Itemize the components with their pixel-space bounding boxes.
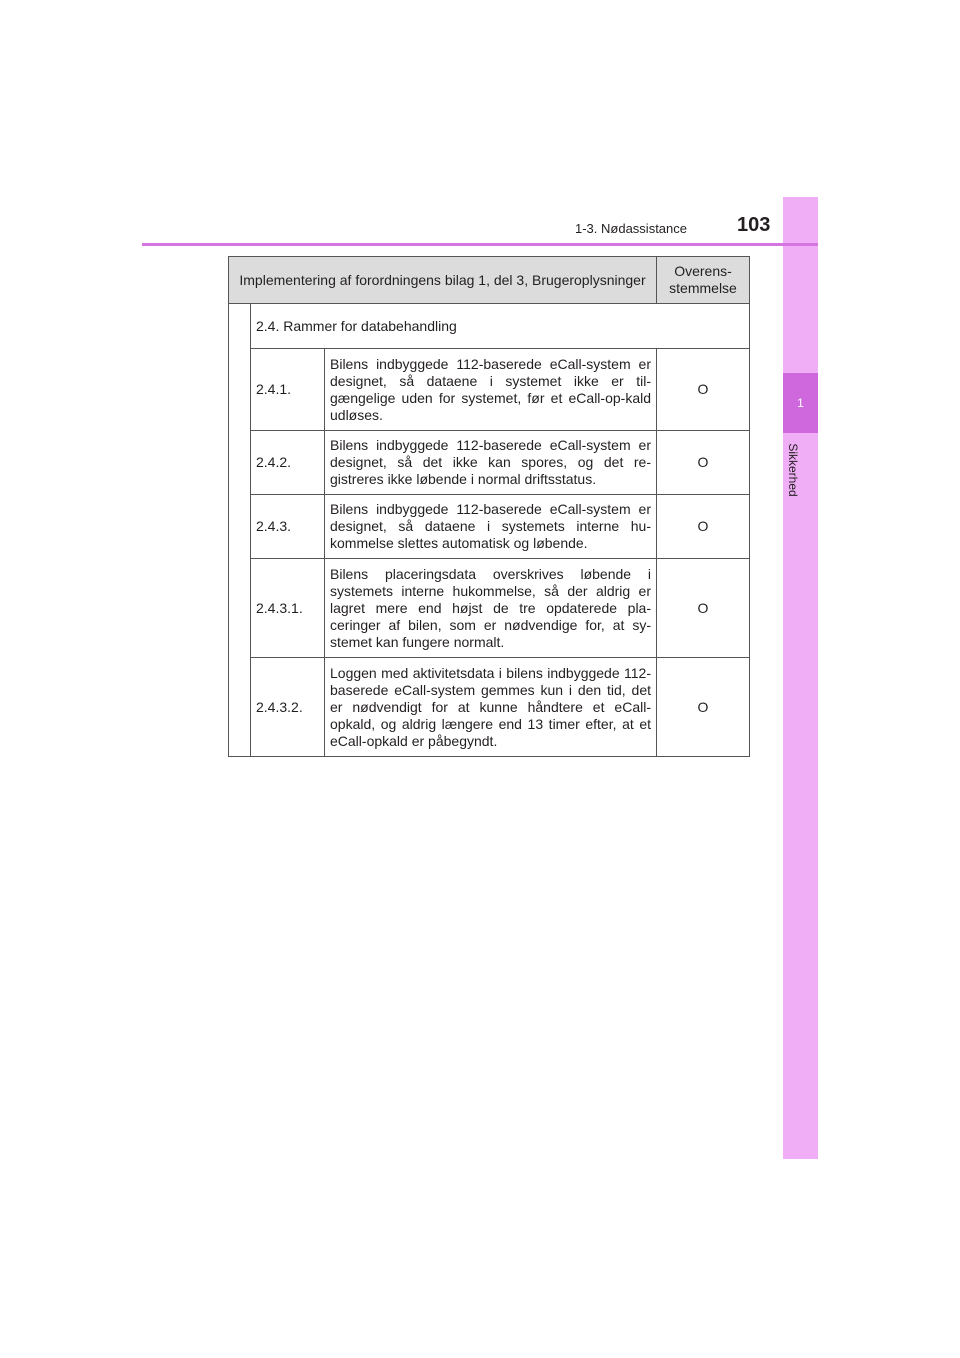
row-status: O <box>657 431 750 495</box>
section-row <box>229 304 750 349</box>
indent-cell <box>229 304 251 757</box>
chapter-label: Sikkerhed <box>786 443 800 497</box>
row-number: 2.4.1. <box>251 349 325 431</box>
requirements-table <box>228 256 750 757</box>
row-text: Bilens indbyggede 112-baserede eCall-system er designet, så dataene i systemet ikke er til-gængelige uden for systemet, før et eCall-op-kald udløses. <box>325 349 657 431</box>
chapter-number-tab <box>783 373 818 433</box>
row-status: O <box>657 559 750 658</box>
row-text: Bilens indbyggede 112-baserede eCall-system er designet, så det ikke kan spores, og det re-gistreres ikke løbende i normal driftsstatus. <box>325 431 657 495</box>
row-status: O <box>657 658 750 757</box>
chapter-number: 1 <box>797 396 804 410</box>
section-heading: 2.4. Rammer for databehandling <box>251 304 750 349</box>
row-number: 2.4.3.2. <box>251 658 325 757</box>
section-title: 1-3. Nødassistance <box>575 221 687 236</box>
table-header-row <box>229 257 750 304</box>
row-status: O <box>657 495 750 559</box>
row-text: Bilens placeringsdata overskrives løbende i systemets interne hukommelse, så der aldrig er lagret mere end højst de tre opdaterede pla-ceringer af bilen, som er nødvendige for, at sy-stemet kan fungere normalt. <box>325 559 657 658</box>
row-number: 2.4.3. <box>251 495 325 559</box>
row-text: Bilens indbyggede 112-baserede eCall-system er designet, så dataene i systemets interne hu-kommelse slettes automatisk og løbende. <box>325 495 657 559</box>
row-status: O <box>657 349 750 431</box>
requirement-column-header: Implementering af forordningens bilag 1, del 3, Brugeroplysninger <box>229 257 657 304</box>
table-row <box>229 495 750 559</box>
row-number: 2.4.3.1. <box>251 559 325 658</box>
table-row <box>229 349 750 431</box>
conformity-column-header: Overens-stemmelse <box>657 257 750 304</box>
table-row <box>229 431 750 495</box>
header-divider <box>142 243 818 246</box>
table-row <box>229 658 750 757</box>
row-text: Loggen med aktivitetsdata i bilens indbyggede 112-baserede eCall-system gemmes kun i den tid, det er nødvendigt for at kunne håndtere et eCall-opkald, og aldrig længere end 13 timer efter, at et eCall-opkald er påbegyndt. <box>325 658 657 757</box>
row-number: 2.4.2. <box>251 431 325 495</box>
page-number: 103 <box>737 214 771 236</box>
table-row <box>229 559 750 658</box>
chapter-side-tab <box>783 197 818 1159</box>
